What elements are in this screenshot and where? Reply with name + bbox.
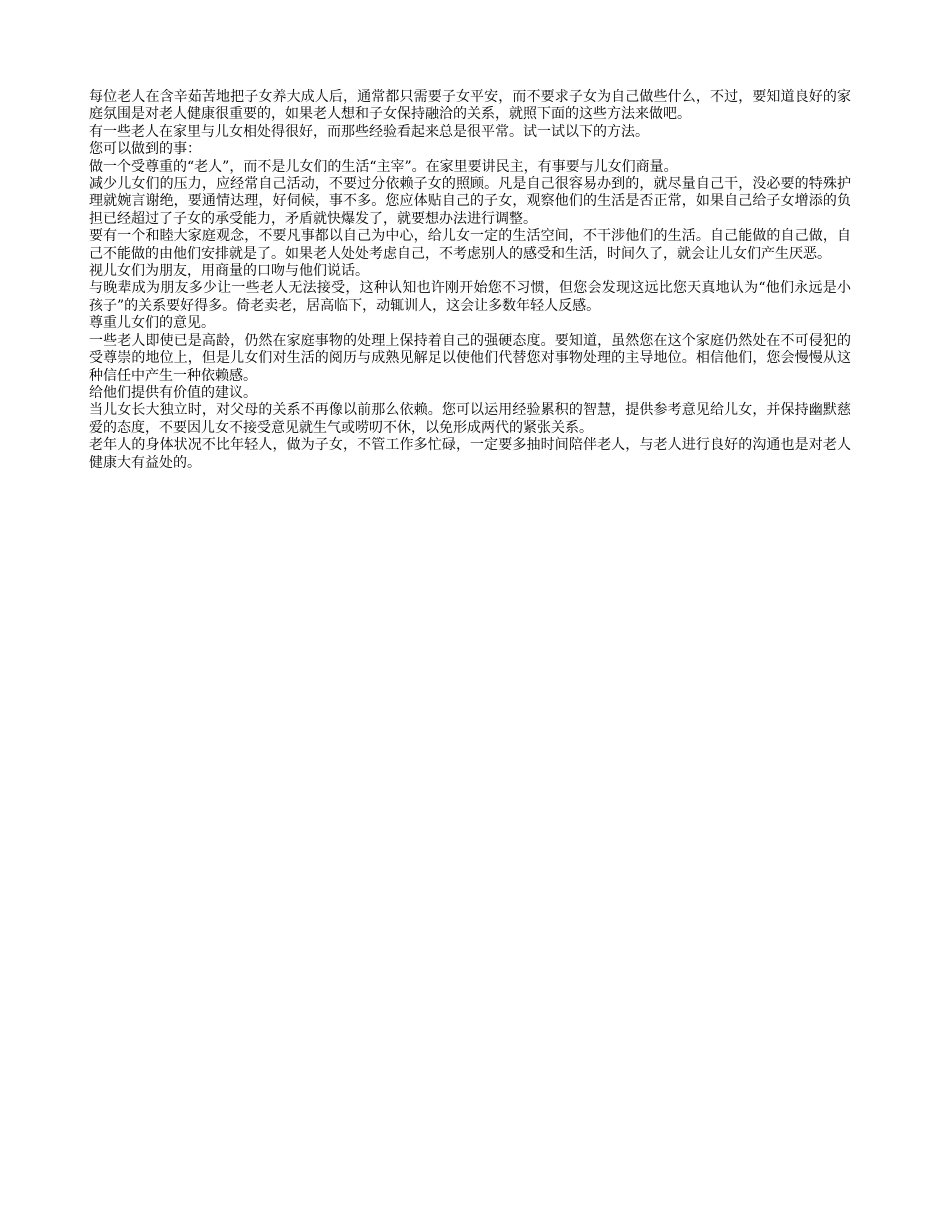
paragraph-harmonious-family: 要有一个和睦大家庭观念，不要凡事都以自己为中心，给儿女一定的生活空间，不干涉他们的生活。自己能做的自己做，自己不能做的由他们安排就是了。如果老人处处考虑自己，不考虑别人的感受和生活，时间久了，就会让儿女们产生厌恶。 [89,228,851,262]
paragraph-give-advice: 给他们提供有价值的建议。 [89,384,257,401]
paragraph-experience: 有一些老人在家里与儿女相处得很好，而那些经验看起来总是很平常。试一试以下的方法。 [89,123,649,140]
paragraph-reduce-pressure: 减少儿女们的压力，应经常自己活动，不要过分依赖子女的照顾。凡是自己很容易办到的，就尽量自己干，没必要的特殊护理就婉言谢绝，要通情达理，好伺候，事不多。您应体贴自己的子女，观察他们的生活是否正常，如果自己给子女增添的负担已经超过了子女的承受能力，矛盾就快爆发了，就要想办法进行调整。 [89,176,851,227]
document-body [89,89,851,472]
paragraph-friends-detail: 与晚辈成为朋友多少让一些老人无法接受，这种认知也许刚开始您不习惯，但您会发现这远比您天真地认为“他们永远是小孩子”的关系要好得多。倚老卖老，居高临下，动辄训人，这会让多数年轻人反感。 [89,280,851,314]
paragraph-opinions-detail: 一些老人即使已是高龄，仍然在家庭事物的处理上保持着自己的强硬态度。要知道，虽然您在这个家庭仍然处在不可侵犯的受尊崇的地位上，但是儿女们对生活的阅历与成熟见解足以使他们代替您对事物处理的主导地位。相信他们，您会慢慢从这种信任中产生一种依赖感。 [89,332,851,384]
paragraph-treat-as-friends: 视儿女们为朋友，用商量的口吻与他们说话。 [89,263,369,280]
paragraph-conclusion: 老年人的身体状况不比年轻人，做为子女，不管工作多忙碌，一定要多抽时间陪伴老人，与老人进行良好的沟通也是对老人健康大有益处的。 [89,437,851,471]
paragraph-heading-things-to-do: 您可以做到的事： [89,141,201,158]
paragraph-intro: 每位老人在含辛茹苦地把子女养大成人后，通常都只需要子女平安，而不要求子女为自己做些什么，不过，要知道良好的家庭氛围是对老人健康很重要的，如果老人想和子女保持融洽的关系，就照下面的这些方法来做吧。 [89,89,851,123]
paragraph-respect-opinions: 尊重儿女们的意见。 [89,315,215,332]
paragraph-advice-detail: 当儿女长大独立时，对父母的关系不再像以前那么依赖。您可以运用经验累积的智慧，提供参考意见给儿女，并保持幽默慈爱的态度，不要因儿女不接受意见就生气或唠叨不休，以免形成两代的紧张关系。 [89,402,851,436]
paragraph-respected-elder: 做一个受尊重的“老人”，而不是儿女们的生活“主宰”。在家里要讲民主，有事要与儿女们商量。 [89,158,678,175]
